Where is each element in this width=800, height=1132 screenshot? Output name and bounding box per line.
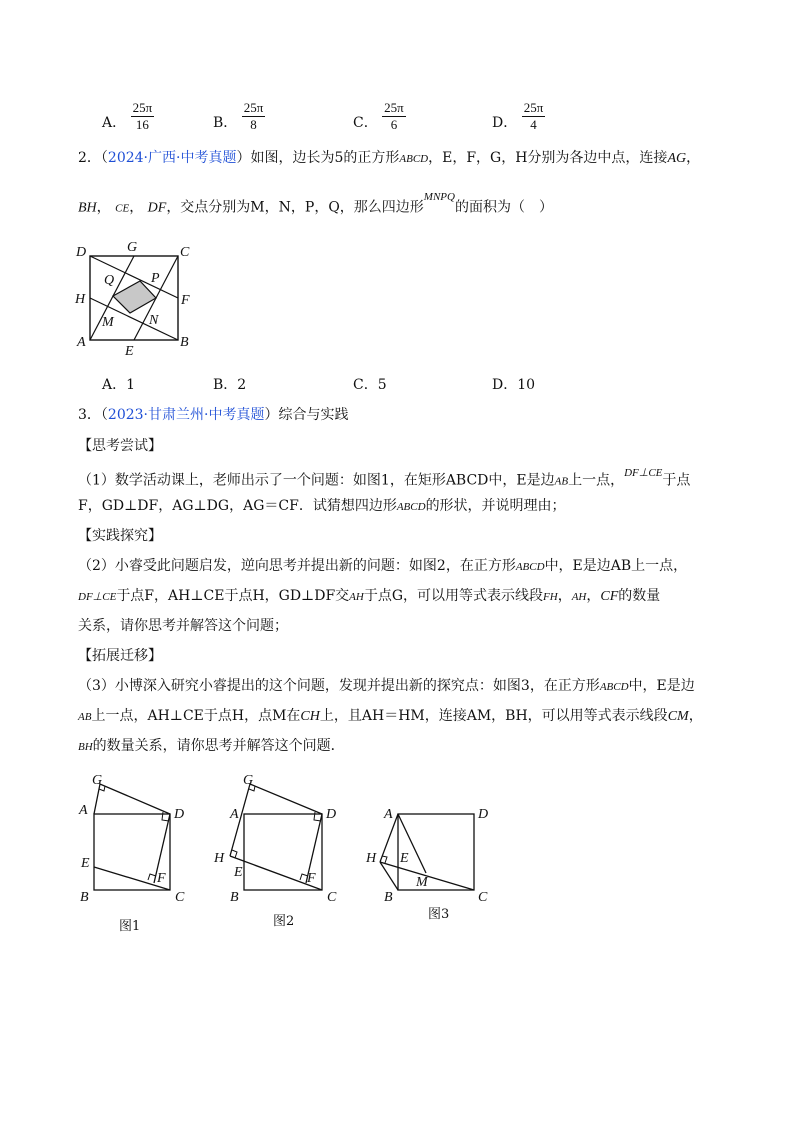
q3-paragraph-2c: 关系，请你思考并解答这个问题； (78, 618, 288, 634)
svg-text:E: E (234, 865, 243, 880)
svg-text:G: G (127, 240, 138, 255)
svg-text:C: C (478, 890, 488, 905)
q3-figure-3 (360, 770, 500, 940)
svg-text:F: F (307, 871, 316, 886)
q3-figure-2 (210, 770, 350, 940)
q3-paragraph-2: （2）小睿受此问题启发，逆向思考并提出新的问题：如图2，在正方形ABCD中，E是边AB上一点， (78, 558, 688, 574)
q3-paragraph-2b: DF⊥CE于点F，AH⊥CE于点H，GD⊥DF交AH于点G，可以用等式表示线段FH，AH，CF的数量 (78, 588, 661, 604)
svg-text:M: M (102, 315, 114, 330)
q2-line-2: BH， CE， DF，交点分别为M，N，P，Q，那么四边形$^{MNPQ}$的面积为（ ） (78, 191, 553, 216)
q3-figure-1 (74, 770, 204, 940)
svg-text:H: H (214, 851, 225, 866)
svg-text:Q: Q (104, 273, 115, 288)
q1-option-d-fraction: $\frac{25\pi}{4}$ (523, 100, 544, 132)
q3-paragraph-3c: BH的数量关系，请你思考并解答这个问题． (78, 738, 345, 754)
svg-text:B: B (80, 890, 89, 905)
q1-option-b-fraction: $\frac{25\pi}{8}$ (243, 100, 264, 132)
svg-text:D: D (326, 807, 337, 822)
svg-text:H: H (75, 292, 86, 307)
q2-option-a: A．1 (102, 377, 136, 393)
svg-text:C: C (327, 890, 337, 905)
svg-text:A: A (77, 335, 86, 350)
q3-paragraph-1: （1）数学活动课上，老师出示了一个问题：如图1，在矩形ABCD中，E是边AB上一点，$^{DF\perp CE}$于点 (78, 467, 691, 489)
q1-option-c-fraction: $\frac{25\pi}{6}$ (384, 100, 404, 132)
svg-text:M: M (416, 875, 428, 890)
svg-text:D: D (174, 807, 185, 822)
q2-option-d: D．10 (492, 377, 536, 393)
q3-paragraph-1b: F，GD⊥DF，AG⊥DG，AG＝CF．试猜想四边形ABCD的形状，并说明理由； (78, 498, 566, 514)
svg-text:B: B (384, 890, 393, 905)
svg-text:G: G (92, 773, 103, 788)
svg-text:A: A (384, 807, 393, 822)
svg-text:C: C (175, 890, 185, 905)
q1-option-b: B． $\frac{25\pi}{8}$ (213, 100, 264, 132)
svg-text:E: E (81, 856, 90, 871)
q2-line-1: 2．（2024·广西·中考真题）如图，边长为5的正方形ABCD，E，F，G，H分别为各边中点，连接AG， (78, 150, 701, 166)
svg-text:P: P (151, 271, 160, 286)
q3-section-1: 【思考尝试】 (78, 438, 162, 454)
q2-option-c: C．5 (353, 377, 387, 393)
svg-text:G: G (243, 773, 254, 788)
q3-paragraph-3: （3）小博深入研究小睿提出的这个问题，发现并提出新的探究点：如图3，在正方形ABCD中，E是边 (78, 678, 695, 694)
q3-paragraph-3b: AB上一点，AH⊥CE于点H，点M在CH上，且AH＝HM，连接AM，BH，可以用等式表示线段CM， (78, 708, 703, 724)
svg-text:D: D (76, 245, 87, 260)
q2-option-b: B．2 (213, 377, 247, 393)
svg-text:E: E (400, 851, 409, 866)
svg-text:图1: 图1 (119, 919, 141, 934)
svg-text:图2: 图2 (273, 914, 295, 929)
q2-figure (68, 238, 208, 368)
svg-text:图3: 图3 (428, 907, 450, 922)
q1-option-c: C． $\frac{25\pi}{6}$ (353, 100, 404, 132)
q3-section-3: 【拓展迁移】 (78, 648, 162, 664)
q2-source: 2024·广西·中考真题 (107, 150, 237, 166)
q1-option-d: D． $\frac{25\pi}{4}$ (492, 100, 544, 132)
svg-text:C: C (180, 245, 190, 260)
svg-text:F: F (181, 293, 190, 308)
svg-text:B: B (180, 335, 189, 350)
svg-text:H: H (366, 851, 377, 866)
svg-text:E: E (125, 344, 134, 359)
svg-text:N: N (149, 313, 159, 328)
svg-text:A: A (79, 803, 88, 818)
q3-section-2: 【实践探究】 (78, 528, 162, 544)
svg-text:D: D (478, 807, 489, 822)
q3-header: 3．（2023·甘肃兰州·中考真题）综合与实践 (78, 407, 349, 423)
q3-source: 2023·甘肃兰州·中考真题 (107, 407, 265, 423)
svg-text:A: A (230, 807, 239, 822)
svg-text:B: B (230, 890, 239, 905)
svg-text:F: F (157, 871, 166, 886)
q1-option-a: A． $\frac{25\pi}{16}$ (102, 100, 153, 132)
q1-option-a-fraction: $\frac{25\pi}{16}$ (132, 100, 153, 132)
